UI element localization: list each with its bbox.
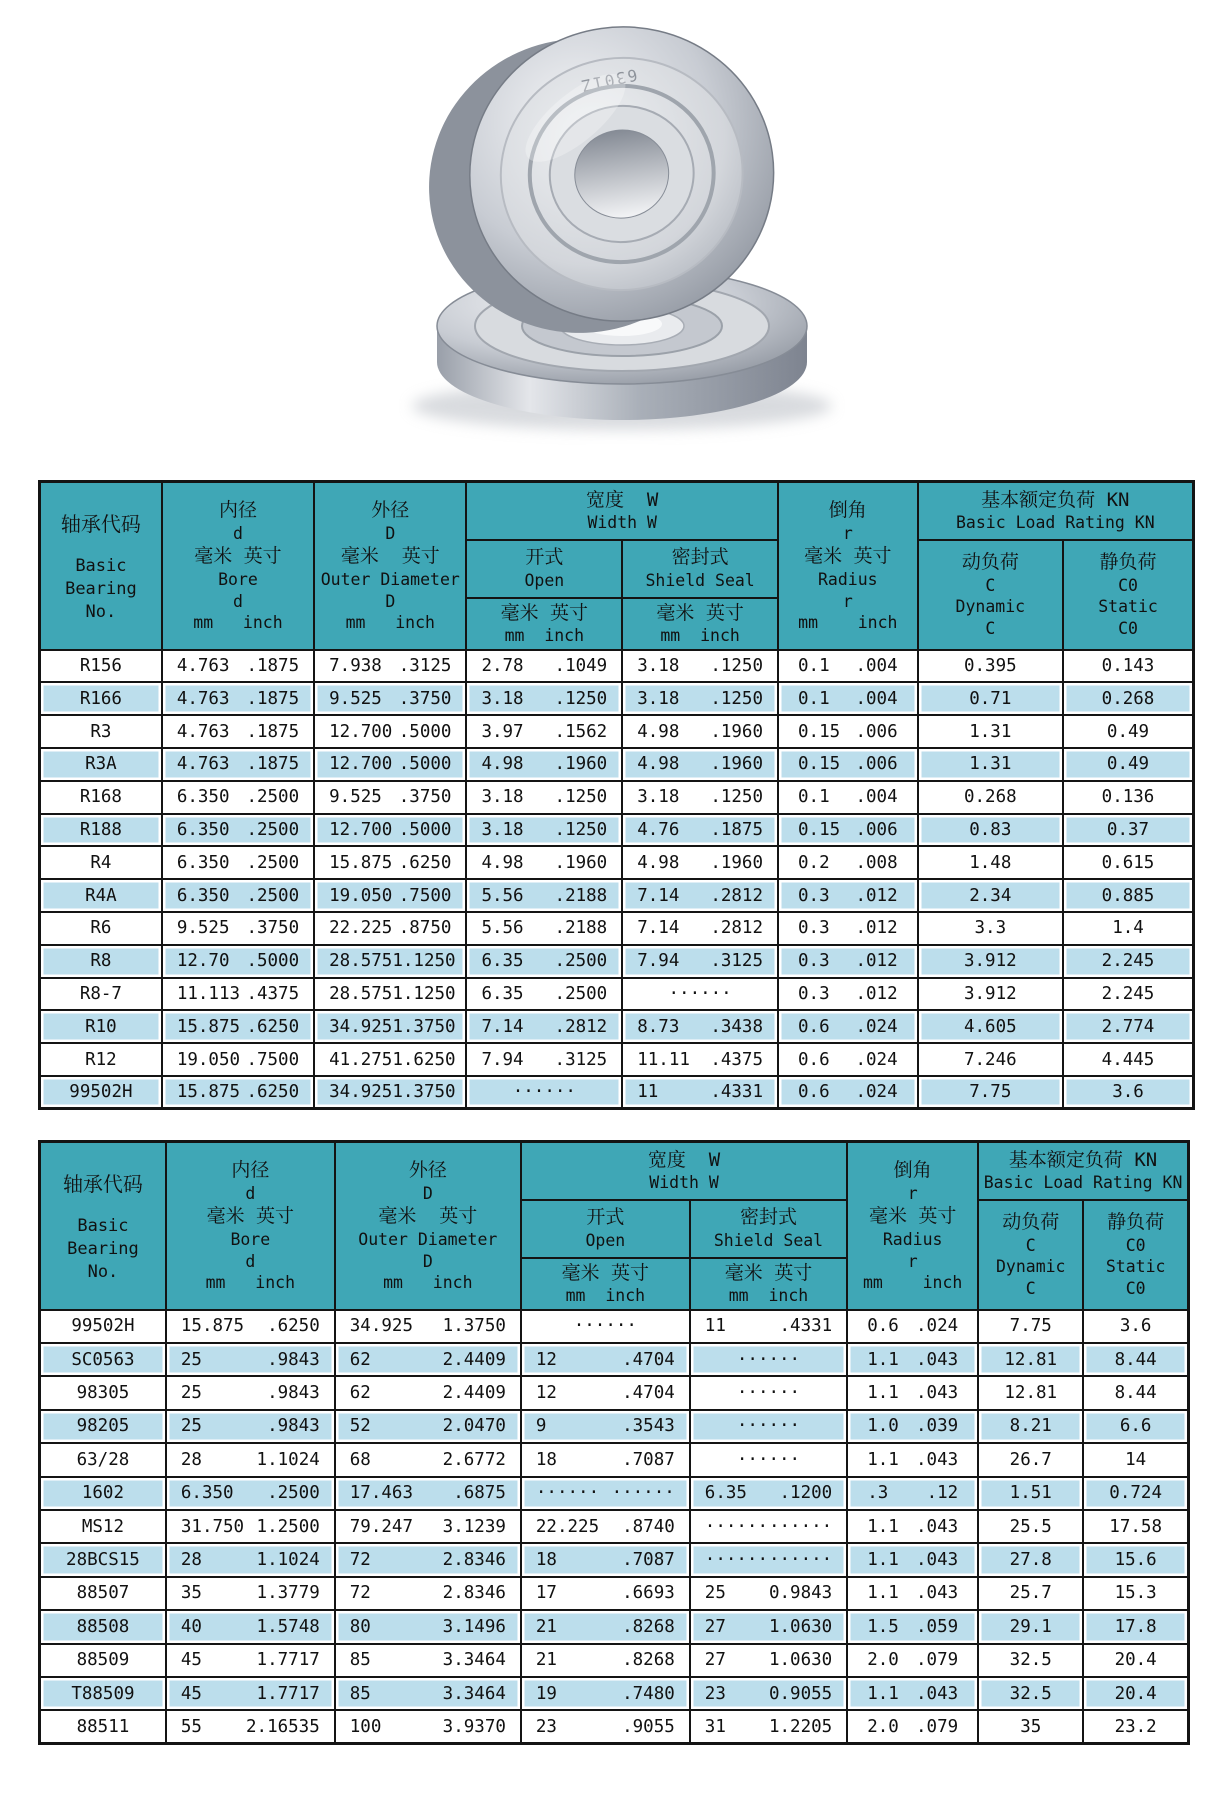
width-shield-cell: ······ ······ xyxy=(690,1510,847,1543)
bore-cell: 55 2.16535 xyxy=(166,1710,335,1743)
width-shield-cell: 8.73 .3438 xyxy=(622,1010,778,1043)
static-load-cell: 4.445 xyxy=(1063,1043,1193,1076)
width-shield-cell: 4.98 .1960 xyxy=(622,846,778,879)
bearing-code-cell: R6 xyxy=(40,912,162,945)
bearing-code-cell: R3 xyxy=(40,715,162,748)
bore-cell: 11.113 .4375 xyxy=(162,978,314,1011)
static-load-cell: 14 xyxy=(1083,1443,1188,1476)
outer-diameter-cell: 41.275 1.6250 xyxy=(314,1043,466,1076)
static-load-cell: 3.6 xyxy=(1063,1076,1193,1109)
table-row xyxy=(40,912,1194,945)
width-shield-cell: 4.98 .1960 xyxy=(622,715,778,748)
static-load-cell: 17.8 xyxy=(1083,1610,1188,1643)
radius-cell: 1.1 .043 xyxy=(847,1543,978,1576)
width-shield-cell: 7.94 .3125 xyxy=(622,945,778,978)
product-image xyxy=(322,0,914,446)
radius-cell: 1.1 .043 xyxy=(847,1677,978,1710)
outer-diameter-cell: 15.875 .6250 xyxy=(314,846,466,879)
width-shield-cell: 27 1.0630 xyxy=(690,1610,847,1643)
dynamic-load-cell: 4.605 xyxy=(918,1010,1063,1043)
width-open-cell: 3.97 .1562 xyxy=(466,715,622,748)
static-load-cell: 1.4 xyxy=(1063,912,1193,945)
bore-cell: 25 .9843 xyxy=(166,1410,335,1443)
width-shield-cell: 11.11 .4375 xyxy=(622,1043,778,1076)
radius-cell: 0.2 .008 xyxy=(778,846,918,879)
radius-cell: 0.1 .004 xyxy=(778,781,918,814)
col-load-group: 基本额定负荷 KN Basic Load Rating KN xyxy=(918,482,1194,540)
radius-cell: 0.15 .006 xyxy=(778,814,918,847)
bore-cell: 28 1.1024 xyxy=(166,1543,335,1576)
outer-diameter-cell: 62 2.4409 xyxy=(335,1376,521,1409)
bearing-code-cell: R166 xyxy=(40,682,162,715)
table-row xyxy=(40,978,1194,1011)
static-load-cell: 0.615 xyxy=(1063,846,1193,879)
bearing-code-cell: R188 xyxy=(40,814,162,847)
width-open-cell: 3.18 .1250 xyxy=(466,682,622,715)
radius-cell: 0.3 .012 xyxy=(778,879,918,912)
col-open: 开式 Open xyxy=(466,540,622,598)
width-open-cell: 23 .9055 xyxy=(521,1710,690,1743)
width-open-cell: 9 .3543 xyxy=(521,1410,690,1443)
width-open-cell: 4.98 .1960 xyxy=(466,748,622,781)
bearing-code-cell: 1602 xyxy=(40,1477,166,1510)
bore-cell: 4.763 .1875 xyxy=(162,682,314,715)
table-row xyxy=(40,1410,1189,1443)
dynamic-load-cell: 35 xyxy=(978,1710,1083,1743)
outer-diameter-cell: 79.247 3.1239 xyxy=(335,1510,521,1543)
dynamic-load-cell: 2.34 xyxy=(918,879,1063,912)
width-open-cell: 2.78 .1049 xyxy=(466,650,622,683)
static-load-cell: 6.6 xyxy=(1083,1410,1188,1443)
radius-cell: 1.1 .043 xyxy=(847,1510,978,1543)
static-load-cell: 8.44 xyxy=(1083,1376,1188,1409)
col-open-units: 毫米 英寸 mm inch xyxy=(521,1258,690,1310)
bore-cell: 40 1.5748 xyxy=(166,1610,335,1643)
col-bore: 内径 d 毫米 英寸 Bore d mm inch xyxy=(166,1142,335,1310)
col-dynamic-load: 动负荷 C Dynamic C xyxy=(978,1200,1083,1310)
static-load-cell: 0.37 xyxy=(1063,814,1193,847)
static-load-cell: 0.724 xyxy=(1083,1477,1188,1510)
table-row xyxy=(40,1477,1189,1510)
width-shield-cell: 3.18 .1250 xyxy=(622,781,778,814)
col-open-units: 毫米 英寸 mm inch xyxy=(466,598,622,650)
radius-cell: 0.3 .012 xyxy=(778,912,918,945)
radius-cell: 1.1 .043 xyxy=(847,1577,978,1610)
bore-cell: 28 1.1024 xyxy=(166,1443,335,1476)
radius-cell: 1.1 .043 xyxy=(847,1443,978,1476)
width-open-cell: 21 .8268 xyxy=(521,1644,690,1677)
radius-cell: .3 .12 xyxy=(847,1477,978,1510)
bearing-code-cell: 63/28 xyxy=(40,1443,166,1476)
width-open-cell: 5.56 .2188 xyxy=(466,912,622,945)
bore-cell: 6.350 .2500 xyxy=(162,814,314,847)
bore-cell: 35 1.3779 xyxy=(166,1577,335,1610)
static-load-cell: 2.774 xyxy=(1063,1010,1193,1043)
width-shield-cell: 25 0.9843 xyxy=(690,1577,847,1610)
outer-diameter-cell: 68 2.6772 xyxy=(335,1443,521,1476)
dynamic-load-cell: 26.7 xyxy=(978,1443,1083,1476)
radius-cell: 0.15 .006 xyxy=(778,748,918,781)
table-row xyxy=(40,781,1194,814)
dynamic-load-cell: 25.7 xyxy=(978,1577,1083,1610)
static-load-cell: 2.245 xyxy=(1063,945,1193,978)
bore-cell: 6.350 .2500 xyxy=(162,781,314,814)
width-open-cell: 4.98 .1960 xyxy=(466,846,622,879)
bore-cell: 25 .9843 xyxy=(166,1376,335,1409)
width-shield-cell: 11 .4331 xyxy=(690,1310,847,1343)
outer-diameter-cell: 28.575 1.1250 xyxy=(314,945,466,978)
radius-cell: 0.3 .012 xyxy=(778,978,918,1011)
width-open-cell: 17 .6693 xyxy=(521,1577,690,1610)
table-row xyxy=(40,1043,1194,1076)
bearing-engraving: 6301Z xyxy=(578,65,639,96)
bearing-code-cell: R10 xyxy=(40,1010,162,1043)
dynamic-load-cell: 3.3 xyxy=(918,912,1063,945)
outer-diameter-cell: 19.050 .7500 xyxy=(314,879,466,912)
outer-diameter-cell: 17.463 .6875 xyxy=(335,1477,521,1510)
col-width-group: 宽度 W Width W xyxy=(466,482,778,540)
static-load-cell: 3.6 xyxy=(1083,1310,1188,1343)
width-open-cell: 21 .8268 xyxy=(521,1610,690,1643)
bore-cell: 19.050 .7500 xyxy=(162,1043,314,1076)
radius-cell: 1.5 .059 xyxy=(847,1610,978,1643)
width-shield-cell: 31 1.2205 xyxy=(690,1710,847,1743)
table-row xyxy=(40,1710,1189,1743)
table-row xyxy=(40,715,1194,748)
col-shield-seal: 密封式 Shield Seal xyxy=(690,1200,847,1258)
outer-diameter-cell: 34.925 1.3750 xyxy=(314,1010,466,1043)
dynamic-load-cell: 12.81 xyxy=(978,1343,1083,1376)
width-open-cell: 6.35 .2500 xyxy=(466,945,622,978)
table-row xyxy=(40,846,1194,879)
bore-cell: 31.750 1.2500 xyxy=(166,1510,335,1543)
outer-diameter-cell: 80 3.1496 xyxy=(335,1610,521,1643)
width-open-cell: ······ ······ xyxy=(521,1477,690,1510)
static-load-cell: 20.4 xyxy=(1083,1644,1188,1677)
outer-diameter-cell: 34.925 1.3750 xyxy=(314,1076,466,1109)
width-shield-cell: ······ xyxy=(690,1343,847,1376)
col-outer-diameter: 外径 D 毫米 英寸 Outer Diameter D mm inch xyxy=(335,1142,521,1310)
static-load-cell: 8.44 xyxy=(1083,1343,1188,1376)
bearing-code-cell: 99502H xyxy=(40,1076,162,1109)
width-shield-cell: 4.98 .1960 xyxy=(622,748,778,781)
width-open-cell: 6.35 .2500 xyxy=(466,978,622,1011)
table-row xyxy=(40,1010,1194,1043)
outer-diameter-cell: 9.525 .3750 xyxy=(314,781,466,814)
outer-diameter-cell: 7.938 .3125 xyxy=(314,650,466,683)
dynamic-load-cell: 3.912 xyxy=(918,945,1063,978)
radius-cell: 0.6 .024 xyxy=(778,1076,918,1109)
bearing-code-cell: 88508 xyxy=(40,1610,166,1643)
outer-diameter-cell: 28.575 1.1250 xyxy=(314,978,466,1011)
table-row xyxy=(40,814,1194,847)
table-row xyxy=(40,682,1194,715)
dynamic-load-cell: 1.31 xyxy=(918,715,1063,748)
dynamic-load-cell: 7.246 xyxy=(918,1043,1063,1076)
dynamic-load-cell: 1.51 xyxy=(978,1477,1083,1510)
radius-cell: 0.3 .012 xyxy=(778,945,918,978)
table-row xyxy=(40,945,1194,978)
outer-diameter-cell: 9.525 .3750 xyxy=(314,682,466,715)
bore-cell: 6.350 .2500 xyxy=(166,1477,335,1510)
bore-cell: 6.350 .2500 xyxy=(162,879,314,912)
static-load-cell: 0.136 xyxy=(1063,781,1193,814)
col-shield-units: 毫米 英寸 mm inch xyxy=(690,1258,847,1310)
static-load-cell: 0.49 xyxy=(1063,715,1193,748)
table-row xyxy=(40,1677,1189,1710)
width-open-cell: 12 .4704 xyxy=(521,1343,690,1376)
bore-cell: 15.875 .6250 xyxy=(162,1076,314,1109)
width-shield-cell: 27 1.0630 xyxy=(690,1644,847,1677)
col-bearing-code: 轴承代码 Basic Bearing No. xyxy=(40,1142,166,1310)
outer-diameter-cell: 12.700 .5000 xyxy=(314,814,466,847)
bearing-code-cell: 88509 xyxy=(40,1644,166,1677)
radius-cell: 0.6 .024 xyxy=(778,1010,918,1043)
bore-cell: 9.525 .3750 xyxy=(162,912,314,945)
radius-cell: 0.15 .006 xyxy=(778,715,918,748)
table-row xyxy=(40,1443,1189,1476)
dynamic-load-cell: 0.395 xyxy=(918,650,1063,683)
static-load-cell: 20.4 xyxy=(1083,1677,1188,1710)
col-bearing-code: 轴承代码 Basic Bearing No. xyxy=(40,482,162,650)
table-row xyxy=(40,1644,1189,1677)
width-open-cell: 3.18 .1250 xyxy=(466,781,622,814)
bearings-illustration xyxy=(322,0,914,446)
bore-cell: 25 .9843 xyxy=(166,1343,335,1376)
width-shield-cell: 3.18 .1250 xyxy=(622,650,778,683)
table-header xyxy=(40,482,1194,650)
outer-diameter-cell: 85 3.3464 xyxy=(335,1677,521,1710)
width-open-cell: 3.18 .1250 xyxy=(466,814,622,847)
table-row xyxy=(40,1610,1189,1643)
col-open: 开式 Open xyxy=(521,1200,690,1258)
table-header xyxy=(40,1142,1189,1310)
outer-diameter-cell: 12.700 .5000 xyxy=(314,748,466,781)
table-row xyxy=(40,748,1194,781)
width-shield-cell: 7.14 .2812 xyxy=(622,879,778,912)
col-bore: 内径 d 毫米 英寸 Bore d mm inch xyxy=(162,482,314,650)
table-row xyxy=(40,1577,1189,1610)
bearing-code-cell: R8 xyxy=(40,945,162,978)
static-load-cell: 0.885 xyxy=(1063,879,1193,912)
outer-diameter-cell: 72 2.8346 xyxy=(335,1543,521,1576)
dynamic-load-cell: 12.81 xyxy=(978,1376,1083,1409)
dynamic-load-cell: 0.268 xyxy=(918,781,1063,814)
col-radius: 倒角 r 毫米 英寸 Radius r mm inch xyxy=(778,482,918,650)
col-load-group: 基本额定负荷 KN Basic Load Rating KN xyxy=(978,1142,1188,1200)
table-row xyxy=(40,1543,1189,1576)
bearing-code-cell: 98205 xyxy=(40,1410,166,1443)
dynamic-load-cell: 1.31 xyxy=(918,748,1063,781)
width-shield-cell: ······ xyxy=(690,1410,847,1443)
dynamic-load-cell: 29.1 xyxy=(978,1610,1083,1643)
width-open-cell: ······ xyxy=(466,1076,622,1109)
col-radius: 倒角 r 毫米 英寸 Radius r mm inch xyxy=(847,1142,978,1310)
width-open-cell: 18 .7087 xyxy=(521,1443,690,1476)
bearing-code-cell: R156 xyxy=(40,650,162,683)
static-load-cell: 0.49 xyxy=(1063,748,1193,781)
dynamic-load-cell: 3.912 xyxy=(918,978,1063,1011)
width-shield-cell: ······ xyxy=(690,1443,847,1476)
width-shield-cell: 3.18 .1250 xyxy=(622,682,778,715)
static-load-cell: 15.3 xyxy=(1083,1577,1188,1610)
radius-cell: 1.1 .043 xyxy=(847,1343,978,1376)
bearing-code-cell: R3A xyxy=(40,748,162,781)
bearing-code-cell: 98305 xyxy=(40,1376,166,1409)
width-shield-cell: ······ xyxy=(622,978,778,1011)
table-row xyxy=(40,1076,1194,1109)
bearing-code-cell: 28BCS15 xyxy=(40,1543,166,1576)
table-row xyxy=(40,879,1194,912)
dynamic-load-cell: 32.5 xyxy=(978,1677,1083,1710)
outer-diameter-cell: 62 2.4409 xyxy=(335,1343,521,1376)
dynamic-load-cell: 0.71 xyxy=(918,682,1063,715)
outer-diameter-cell: 72 2.8346 xyxy=(335,1577,521,1610)
radius-cell: 1.0 .039 xyxy=(847,1410,978,1443)
bore-cell: 4.763 .1875 xyxy=(162,715,314,748)
bearing-code-cell: R168 xyxy=(40,781,162,814)
bore-cell: 12.70 .5000 xyxy=(162,945,314,978)
static-load-cell: 17.58 xyxy=(1083,1510,1188,1543)
width-shield-cell: 6.35 .1200 xyxy=(690,1477,847,1510)
bearing-code-cell: MS12 xyxy=(40,1510,166,1543)
col-width-group: 宽度 W Width W xyxy=(521,1142,847,1200)
table-row xyxy=(40,1376,1189,1409)
bore-cell: 4.763 .1875 xyxy=(162,748,314,781)
radius-cell: 2.0 .079 xyxy=(847,1710,978,1743)
bore-cell: 45 1.7717 xyxy=(166,1677,335,1710)
width-open-cell: 5.56 .2188 xyxy=(466,879,622,912)
static-load-cell: 23.2 xyxy=(1083,1710,1188,1743)
spec-table-1 xyxy=(38,480,1195,1110)
table-row xyxy=(40,650,1194,683)
table-row xyxy=(40,1343,1189,1376)
width-shield-cell: 23 0.9055 xyxy=(690,1677,847,1710)
width-shield-cell: ······ ······ xyxy=(690,1543,847,1576)
radius-cell: 0.6 .024 xyxy=(847,1310,978,1343)
outer-diameter-cell: 52 2.0470 xyxy=(335,1410,521,1443)
radius-cell: 2.0 .079 xyxy=(847,1644,978,1677)
outer-diameter-cell: 12.700 .5000 xyxy=(314,715,466,748)
width-open-cell: 7.94 .3125 xyxy=(466,1043,622,1076)
outer-diameter-cell: 100 3.9370 xyxy=(335,1710,521,1743)
dynamic-load-cell: 27.8 xyxy=(978,1543,1083,1576)
bore-cell: 45 1.7717 xyxy=(166,1644,335,1677)
dynamic-load-cell: 32.5 xyxy=(978,1644,1083,1677)
width-shield-cell: 7.14 .2812 xyxy=(622,912,778,945)
radius-cell: 0.1 .004 xyxy=(778,650,918,683)
static-load-cell: 15.6 xyxy=(1083,1543,1188,1576)
col-shield-seal: 密封式 Shield Seal xyxy=(622,540,778,598)
dynamic-load-cell: 7.75 xyxy=(918,1076,1063,1109)
bearing-code-cell: SC0563 xyxy=(40,1343,166,1376)
bore-cell: 15.875 .6250 xyxy=(166,1310,335,1343)
width-open-cell: 18 .7087 xyxy=(521,1543,690,1576)
spec-table-2 xyxy=(38,1140,1190,1745)
bearing-code-cell: R8-7 xyxy=(40,978,162,1011)
bearing-code-cell: T88509 xyxy=(40,1677,166,1710)
col-shield-units: 毫米 英寸 mm inch xyxy=(622,598,778,650)
col-outer-diameter: 外径 D 毫米 英寸 Outer Diameter D mm inch xyxy=(314,482,466,650)
width-shield-cell: ······ xyxy=(690,1376,847,1409)
static-load-cell: 2.245 xyxy=(1063,978,1193,1011)
bearing-code-cell: 99502H xyxy=(40,1310,166,1343)
dynamic-load-cell: 25.5 xyxy=(978,1510,1083,1543)
dynamic-load-cell: 1.48 xyxy=(918,846,1063,879)
width-shield-cell: 4.76 .1875 xyxy=(622,814,778,847)
radius-cell: 1.1 .043 xyxy=(847,1376,978,1409)
static-load-cell: 0.143 xyxy=(1063,650,1193,683)
bearing-code-cell: R4 xyxy=(40,846,162,879)
col-static-load: 静负荷 C0 Static C0 xyxy=(1083,1200,1188,1310)
radius-cell: 0.6 .024 xyxy=(778,1043,918,1076)
width-open-cell: 12 .4704 xyxy=(521,1376,690,1409)
bore-cell: 4.763 .1875 xyxy=(162,650,314,683)
width-open-cell: 19 .7480 xyxy=(521,1677,690,1710)
width-open-cell: ······ xyxy=(521,1310,690,1343)
bearing-code-cell: 88507 xyxy=(40,1577,166,1610)
bearing-code-cell: 88511 xyxy=(40,1710,166,1743)
outer-diameter-cell: 22.225 .8750 xyxy=(314,912,466,945)
width-shield-cell: 11 .4331 xyxy=(622,1076,778,1109)
dynamic-load-cell: 0.83 xyxy=(918,814,1063,847)
table-row xyxy=(40,1310,1189,1343)
width-open-cell: 7.14 .2812 xyxy=(466,1010,622,1043)
dynamic-load-cell: 8.21 xyxy=(978,1410,1083,1443)
bearing-code-cell: R12 xyxy=(40,1043,162,1076)
bearing-code-cell: R4A xyxy=(40,879,162,912)
dynamic-load-cell: 7.75 xyxy=(978,1310,1083,1343)
width-open-cell: 22.225 .8740 xyxy=(521,1510,690,1543)
col-dynamic-load: 动负荷 C Dynamic C xyxy=(918,540,1063,650)
bore-cell: 6.350 .2500 xyxy=(162,846,314,879)
col-static-load: 静负荷 C0 Static C0 xyxy=(1063,540,1193,650)
outer-diameter-cell: 34.925 1.3750 xyxy=(335,1310,521,1343)
static-load-cell: 0.268 xyxy=(1063,682,1193,715)
outer-diameter-cell: 85 3.3464 xyxy=(335,1644,521,1677)
table-row xyxy=(40,1510,1189,1543)
bore-cell: 15.875 .6250 xyxy=(162,1010,314,1043)
radius-cell: 0.1 .004 xyxy=(778,682,918,715)
